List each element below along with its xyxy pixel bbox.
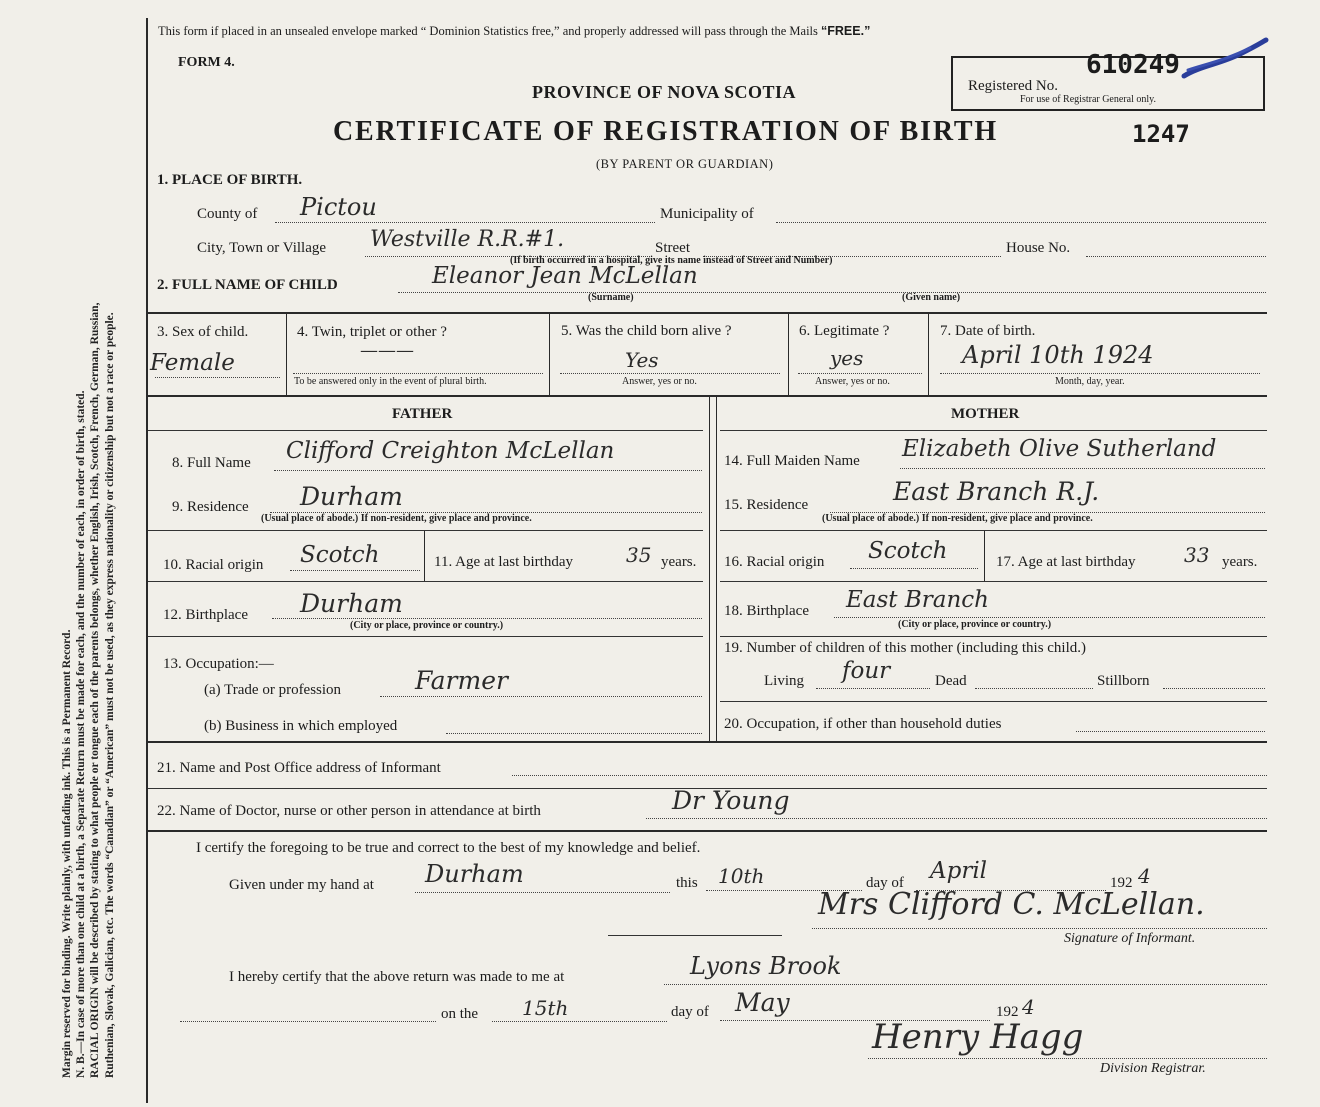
given-year-digit: 4 [1138,864,1151,888]
informant-certify-text: I certify the foregoing to be true and correct to the best of my knowledge and belief. [196,840,701,856]
father-business-label: (b) Business in which employed [204,718,398,734]
mother-stillborn-line [1163,688,1265,689]
province-heading: PROVINCE OF NOVA SCOTIA [532,82,797,102]
doctor-value: Dr Young [672,786,790,815]
mother-occupation-label: 20. Occupation, if other than household duties [724,716,1002,732]
father-occupation-label: 13. Occupation:— [163,656,274,672]
surname-note: (Surname) [588,292,634,303]
father-racial-line [290,570,420,571]
city-label: City, Town or Village [197,240,327,256]
registrar-place-line [664,984,1267,985]
municipality-line [776,222,1266,223]
mother-rule-2 [720,581,1267,582]
margin-note-line-1: Margin reserved for binding. Write plainly, with unfading ink. This is a Permanent Record. [61,629,73,1078]
mother-dead-line [975,688,1093,689]
mother-birthplace-line [834,617,1265,618]
house-no-label: House No. [1006,240,1071,256]
twin-line [293,373,543,374]
sex-label: 3. Sex of child. [157,324,249,340]
mother-residence-value: East Branch R.J. [893,477,1100,506]
given-place-line [415,892,670,893]
father-racial-age-divider [424,531,425,581]
county-label: County of [197,206,258,222]
father-heading: FATHER [392,406,453,422]
divider-5-6 [788,313,789,395]
given-month-value: April [930,858,988,884]
house-no-line [1086,256,1266,257]
father-trade-line [380,696,702,697]
divider-3-4 [286,313,287,395]
father-heading-rule [148,430,703,431]
mother-dead-label: Dead [935,673,967,689]
mother-name-line [900,468,1265,469]
registrar-day-line [492,1021,667,1022]
margin-notes [60,3,117,1078]
form-number: FORM 4. [178,55,235,70]
father-birthplace-note: (City or place, province or country.) [350,620,504,631]
mother-occupation-line [1076,731,1265,732]
mother-name-label: 14. Full Maiden Name [724,453,860,469]
mother-living-label: Living [764,673,804,689]
informant-signature-label: Signature of Informant. [1064,931,1196,946]
father-name-value: Clifford Creighton McLellan [286,438,615,464]
father-racial-label: 10. Racial origin [163,557,264,573]
place-of-birth-heading: 1. PLACE OF BIRTH. [157,172,303,188]
mother-heading: MOTHER [951,406,1020,422]
divider-4-5 [549,313,550,395]
informant-signature: Mrs Clifford C. McLellan. [818,887,1205,922]
municipality-label: Municipality of [660,206,754,222]
given-year-prefix: 192 [1110,875,1133,891]
mother-racial-value: Scotch [868,538,948,564]
father-rule-1 [148,530,703,531]
mother-stillborn-label: Stillborn [1097,673,1150,689]
father-trade-label: (a) Trade or profession [204,682,342,698]
registrar-day-value: 15th [522,996,569,1020]
rule-bottom-child-box [146,395,1267,397]
mother-residence-note: (Usual place of abode.) If non-resident, give place and province. [822,513,1093,524]
father-mother-divider [709,397,710,741]
father-name-line [274,470,702,471]
margin-note-line-2: N. B.—In case of more than one child at a birth, a Separate Return must be made for each, and the number of each, in order of birth, stated. [75,390,88,1078]
stamp-number: 1247 [1132,120,1190,148]
registrar-dayof-label: day of [671,1004,709,1020]
county-value: Pictou [300,193,377,221]
sex-line [155,377,280,378]
given-name-note: (Given name) [902,292,961,303]
registrar-note: For use of Registrar General only. [1020,94,1156,105]
mother-name-value: Elizabeth Olive Sutherland [902,436,1217,462]
mother-racial-line [850,568,978,569]
father-business-line [446,733,702,734]
father-age-label: 11. Age at last birthday [434,554,573,570]
doctor-line [646,818,1267,819]
rule-doctor [146,830,1267,832]
alive-value: Yes [625,348,659,372]
father-residence-label: 9. Residence [172,499,249,515]
short-separator [608,935,782,936]
child-name-line [398,292,1266,293]
mother-living-value: four [842,658,891,684]
given-day-value: 10th [718,864,765,888]
legitimate-line [798,373,922,374]
registered-number: 610249 [1086,50,1180,80]
registrar-lead-line [180,1021,436,1022]
mother-heading-rule [720,430,1267,431]
registrar-signature-label: Division Registrar. [1100,1061,1206,1076]
father-racial-value: Scotch [300,542,380,568]
dob-line [940,373,1260,374]
legitimate-value: yes [830,346,864,370]
rule-top-child-box [146,312,1267,314]
city-value: Westville R.R.#1. [370,227,565,252]
father-name-label: 8. Full Name [172,455,251,471]
given-dayof-label: day of [866,875,904,891]
mother-birthplace-note: (City or place, province or country.) [898,619,1052,630]
twin-value: ——— [360,340,414,361]
alive-note: Answer, yes or no. [622,376,697,387]
registrar-certify-text: I hereby certify that the above return was made to me at [229,969,565,985]
margin-note-line-4: Ruthenian, Slovak, Galician, etc. The words “Canadian” or “American” must not be used, as they express nationality or citizenship but not a race or people. [103,312,116,1078]
registrar-year-prefix: 192 [996,1004,1019,1020]
sex-value: Female [150,350,235,376]
father-rule-2 [148,581,703,582]
child-name-label: 2. FULL NAME OF CHILD [157,277,338,293]
twin-label: 4. Twin, triplet or other ? [297,324,447,340]
father-residence-note: (Usual place of abode.) If non-resident, give place and province. [261,513,532,524]
margin-rule [146,18,148,1103]
registrar-onthe-label: on the [441,1006,479,1022]
mother-rule-1 [720,530,1267,531]
given-place-value: Durham [425,860,524,888]
twin-note: To be answered only in the event of plural birth. [294,376,487,387]
father-residence-value: Durham [300,482,403,511]
mother-residence-label: 15. Residence [724,497,809,513]
alive-label: 5. Was the child born alive ? [561,323,732,339]
mother-birthplace-value: East Branch [846,587,989,613]
given-under-label: Given under my hand at [229,877,374,893]
child-name-value: Eleanor Jean McLellan [432,263,698,289]
page-subtitle: (BY PARENT OR GUARDIAN) [596,157,774,171]
hospital-note: (If birth occurred in a hospital, give its name instead of Street and Number) [510,255,833,266]
father-years-label: years. [661,554,697,570]
father-birthplace-line [272,618,702,619]
legitimate-label: 6. Legitimate ? [799,323,890,339]
mother-racial-age-divider [984,531,985,581]
ink-check-mark [1180,36,1270,86]
registrar-place-value: Lyons Brook [690,952,842,980]
father-trade-value: Farmer [415,666,508,695]
mother-racial-label: 16. Racial origin [724,554,825,570]
mother-birthplace-label: 18. Birthplace [724,603,809,619]
mother-children-label: 19. Number of children of this mother (including this child.) [724,640,1087,656]
dob-value: April 10th 1924 [962,341,1154,369]
father-birthplace-label: 12. Birthplace [163,607,248,623]
father-rule-3 [148,636,703,637]
informant-label: 21. Name and Post Office address of Informant [157,760,441,776]
registered-label: Registered No. [968,78,1058,94]
street-label: Street [655,240,690,256]
legitimate-note: Answer, yes or no. [815,376,890,387]
mother-years-label: years. [1222,554,1258,570]
registrar-year-digit: 4 [1022,995,1035,1019]
father-age-value: 35 [626,543,652,567]
registrar-signature: Henry Hagg [872,1017,1084,1057]
margin-note-line-3: RACIAL ORIGIN will be described by stating to what people or tongue each of the parents belongs, whether English, Irish, Scotch, French, German, Russian, [89,302,102,1078]
mother-age-value: 33 [1184,543,1210,567]
rule-lower-top [146,741,1267,743]
father-birthplace-value: Durham [300,589,403,618]
divider-6-7 [928,313,929,395]
informant-signature-line [812,928,1267,929]
doctor-label: 22. Name of Doctor, nurse or other person in attendance at birth [157,803,541,819]
mother-living-line [816,688,930,689]
registrar-signature-line [868,1058,1267,1059]
registrar-month-value: May [735,988,790,1017]
mother-rule-3 [720,636,1267,637]
alive-line [560,373,780,374]
mother-age-label: 17. Age at last birthday [996,554,1136,570]
dob-label: 7. Date of birth. [940,323,1036,339]
dob-note: Month, day, year. [1055,376,1125,387]
county-line [275,222,655,223]
page-title: CERTIFICATE OF REGISTRATION OF BIRTH [333,116,998,147]
mail-notice: This form if placed in an unsealed envelope marked “ Dominion Statistics free,” and properly addressed will pass through the Mails “FREE.” [158,24,871,38]
informant-line [512,775,1267,776]
father-mother-divider-2 [716,397,717,741]
given-this-label: this [676,875,698,891]
mother-rule-4 [720,701,1267,702]
